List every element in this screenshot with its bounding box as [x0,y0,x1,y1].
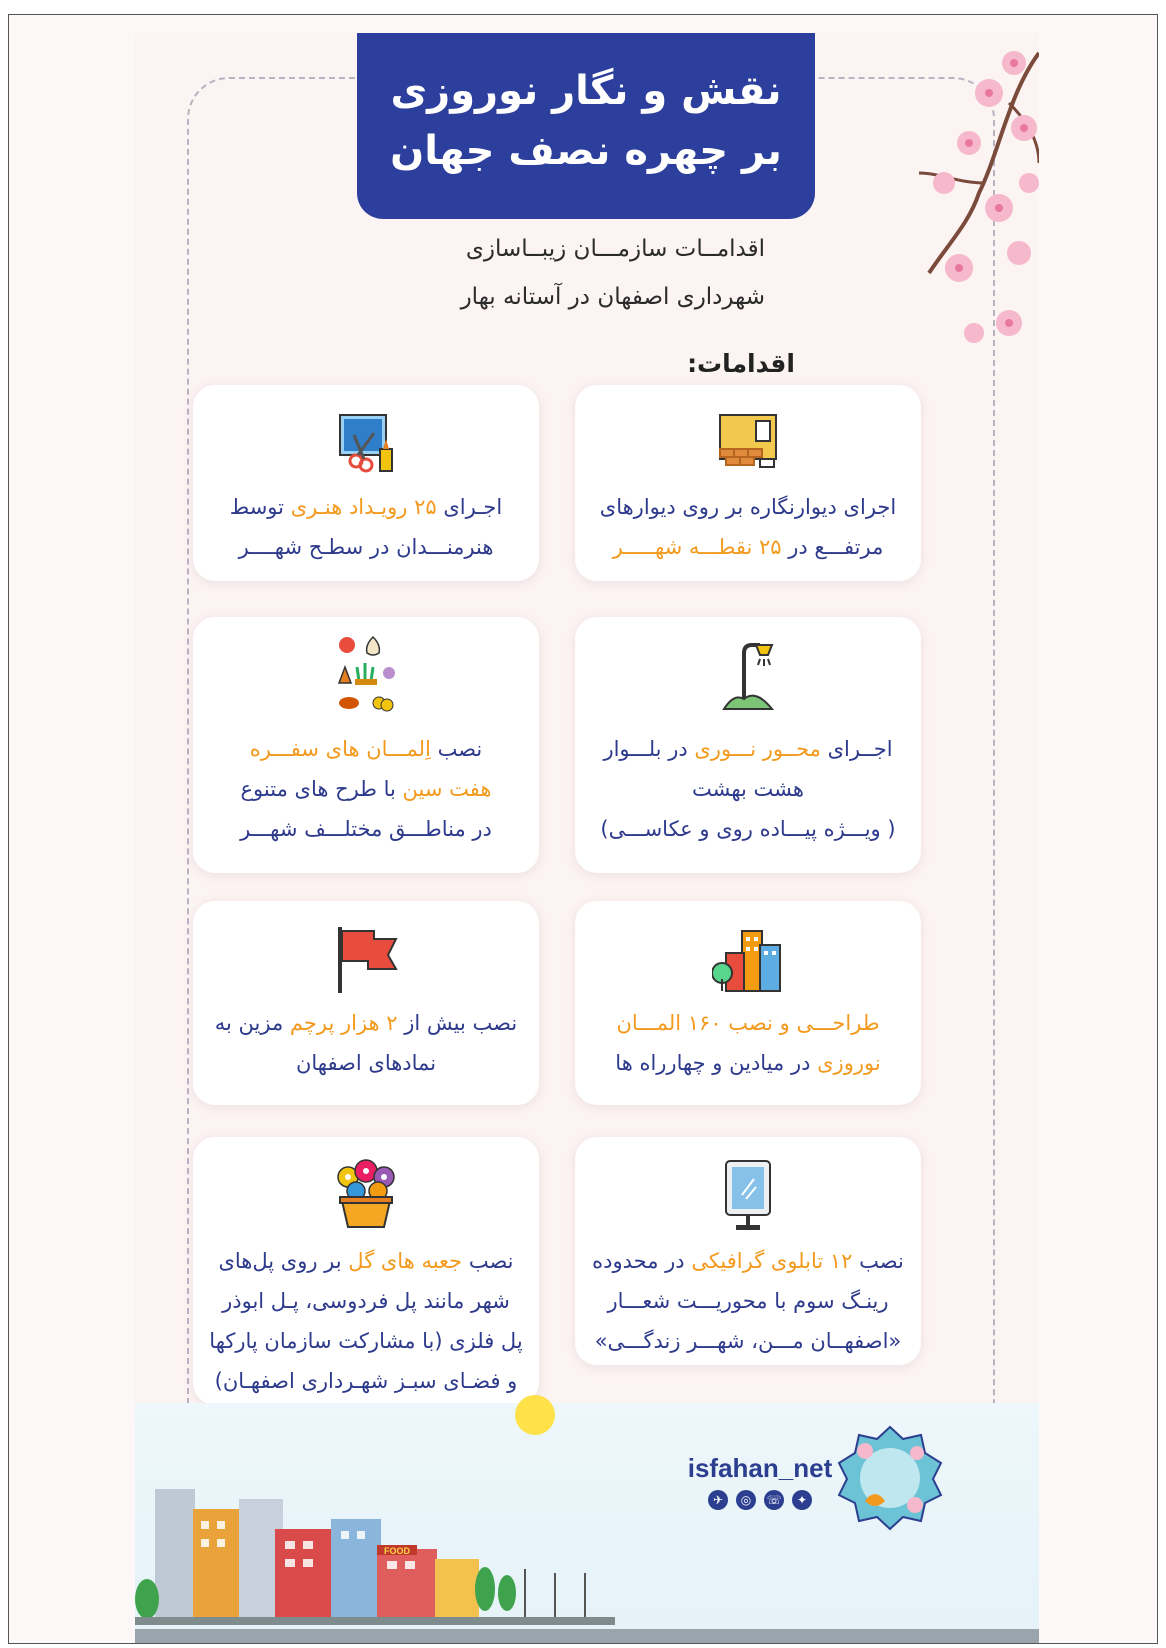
section-heading: اقدامات: [687,349,795,378]
body-text: پل فلزی (با مشارکت سازمان پارکها [209,1329,523,1353]
card-text-line [591,527,905,567]
card-text-line [209,1361,523,1401]
card-text-line [591,1281,905,1321]
subtitle [375,225,765,321]
body-text: اجرای دیوارنگاره بر روی دیوارهای [599,495,897,519]
card-text-line [591,1321,905,1361]
body-text: با طرح های متنوع [240,777,403,801]
body-text: مزین به [214,1011,290,1035]
body-text: نصب بیش از [397,1011,518,1035]
food-sign: FOOD [384,1546,410,1556]
twitter-icon[interactable]: ✦ [792,1490,812,1510]
brand-handle: isfahan_net [687,1453,833,1483]
card-text [591,729,905,849]
body-text: و فضـای سبـز شهـرداری اصفهـان) [214,1369,518,1393]
card-text [591,1003,905,1083]
whatsapp-icon[interactable]: ☏ [764,1490,784,1510]
page-frame [8,14,1158,1644]
body-text: در میادین و چهارراه ها [615,1051,818,1075]
body-text: هنرمنـــدان در سطـح شهــــر [238,535,494,559]
haft-sin-icon [193,631,539,721]
card-haft-sin [193,617,539,873]
sun-icon [515,1395,555,1435]
card-text-line [209,487,523,527]
city-skyline-icon [135,1469,615,1639]
card-text-line [591,1043,905,1083]
body-text: رینـگ سوم با محوریـــت شعـــار [607,1289,889,1313]
card-text-line [209,1321,523,1361]
card-text [209,1003,523,1083]
card-text-line [591,809,905,849]
card-text-line [209,527,523,567]
highlight-text: هفت سین [402,777,492,801]
social-icons [675,1490,845,1510]
card-text-line [591,729,905,769]
title-banner [357,33,815,219]
card-text-line [209,769,523,809]
body-text: در محدوده [592,1249,692,1273]
subtitle-line-1: اقدامــات سازمـــان زیبــاسازی [465,236,765,262]
title-line-2: بر چهره نصف جهان [390,128,782,174]
body-text: نصب [852,1249,904,1273]
card-flower-boxes [193,1137,539,1405]
card-text-line [591,769,905,809]
cherry-blossom-icon [889,33,1039,373]
city-buildings-icon [575,919,921,999]
road [135,1629,1039,1643]
body-text: مرتفـــع در [781,535,884,559]
body-text: هشت بهشت [692,777,804,801]
body-text: شهر مانند پل فردوسی، پـل ابوذر [222,1289,510,1313]
card-text [591,487,905,567]
highlight-text: محــور نـــوری [694,737,821,761]
card-flags [193,901,539,1105]
card-text-line [591,1241,905,1281]
body-text: نصب [430,737,483,761]
card-text [209,729,523,849]
highlight-text: ۲۵ رویـداد هنـری [290,495,437,519]
billboard-icon [575,1155,921,1235]
highlight-text: طراحـــی و نصب ۱۶۰ المـــان [616,1011,880,1035]
body-text: ( ویـــژه پیـــاده روی و عکاســـی) [600,817,896,841]
body-text: بر روی پل‌های [218,1249,349,1273]
highlight-text: نوروزی [817,1051,881,1075]
body-text: در مناطـــق مختلـــف شهـــر [240,817,492,841]
card-text [209,1241,523,1401]
highlight-text: ۲ هزار پرچم [289,1011,398,1035]
body-text: نمادهای اصفهان [295,1051,437,1075]
card-text-line [209,1003,523,1043]
card-text-line [209,1241,523,1281]
body-text: توسط [229,495,291,519]
card-text [209,487,523,567]
body-text: اجـرای [436,495,503,519]
logo-icon [835,1423,945,1533]
card-text [591,1241,905,1361]
highlight-text: جعبه های گل [348,1249,463,1273]
street-lamp-icon [575,635,921,715]
poster [135,33,1039,1643]
brand-block [675,1453,845,1510]
card-text-line [209,809,523,849]
body-text: اجــرای [820,737,893,761]
flag-icon [193,919,539,999]
highlight-text: اِلمـــان های سفـــره [249,737,431,761]
card-text-line [209,729,523,769]
card-text-line [591,1003,905,1043]
card-wall-painting [575,385,921,581]
highlight-text: ۲۵ نقطـــه شهـــــر [612,535,782,559]
card-text-line [209,1281,523,1321]
card-art-events [193,385,539,581]
subtitle-line-2: شهرداری اصفهان در آستانه بهار [460,284,765,310]
card-light-axis [575,617,921,873]
card-text-line [591,487,905,527]
card-nowruz-elements [575,901,921,1105]
flower-box-icon [193,1155,539,1235]
card-text-line [209,1043,523,1083]
instagram-icon[interactable]: ◎ [736,1490,756,1510]
wall-painting-icon [575,403,921,483]
telegram-icon[interactable]: ✈ [708,1490,728,1510]
art-supplies-icon [193,403,539,483]
highlight-text: ۱۲ تابلوی گرافیکی [691,1249,853,1273]
title-line-1: نقش و نگار نوروزی [390,68,782,114]
card-billboards [575,1137,921,1365]
body-text: «اصفهــان مـــن، شهـــر زندگـــی» [594,1329,902,1353]
body-text: نصب [462,1249,514,1273]
body-text: در بلـــوار [603,737,695,761]
